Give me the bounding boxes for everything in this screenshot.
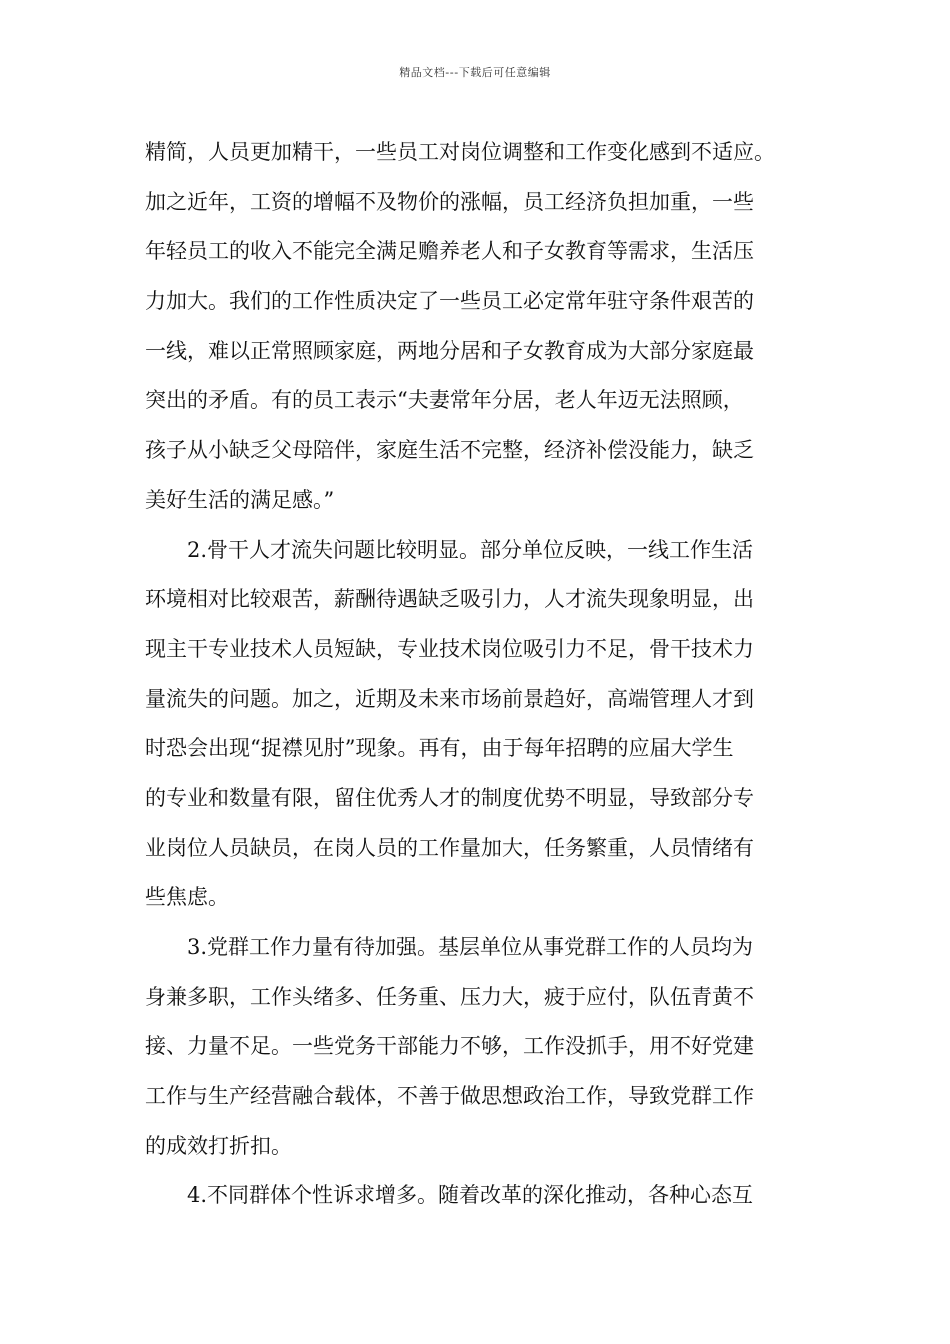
paragraph-4-start: 4.不同群体个性诉求增多。随着改革的深化推动，各种心态互 [187,1183,754,1208]
text-line: 加之近年，工资的增幅不及物价的涨幅，员工经济负担加重，一些 [145,189,754,214]
text-line: 业岗位人员缺员，在岗人员的工作量加大，任务繁重，人员情绪有 [145,835,754,860]
document-body [145,128,810,1221]
text-line: 接、力量不足。一些党务干部能力不够，工作没抓手，用不好党建 [145,1034,754,1059]
page-header: 精品文档---下载后可任意编辑 [399,66,551,79]
text-line: 美好生活的满足感。” [145,487,335,512]
text-line: 些焦虑。 [145,885,229,910]
text-line: 精简，人员更加精干，一些员工对岗位调整和工作变化感到不适应。 [145,140,775,164]
text-line: 力加大。我们的工作性质决定了一些员工必定常年驻守条件艰苦的 [145,289,754,314]
text-line: 工作与生产经营融合载体，不善于做思想政治工作，导致党群工作 [145,1084,754,1109]
text-line: 年轻员工的收入不能完全满足赡养老人和子女教育等需求，生活压 [145,239,754,264]
text-line: 现主干专业技术人员短缺，专业技术岗位吸引力不足，骨干技术力 [145,636,754,661]
text-line: 环境相对比较艰苦，薪酬待遇缺乏吸引力，人才流失现象明显，出 [145,587,754,612]
text-line: 突出的矛盾。有的员工表示“夫妻常年分居，老人年迈无法照顾， [145,388,744,413]
paragraph-2-start: 2.骨干人才流失问题比较明显。部分单位反映，一线工作生活 [187,537,754,562]
text-line: 时恐会出现“捉襟见肘”现象。再有，由于每年招聘的应届大学生 [145,736,734,761]
text-line: 的专业和数量有限，留住优秀人才的制度优势不明显，导致部分专 [145,785,754,810]
text-line: 一线，难以正常照顾家庭，两地分居和子女教育成为大部分家庭最 [145,338,754,363]
text-line: 身兼多职，工作头绪多、任务重、压力大，疲于应付，队伍青黄不 [145,984,754,1009]
text-line: 孩子从小缺乏父母陪伴，家庭生活不完整，经济补偿没能力，缺乏 [145,438,754,463]
text-line: 量流失的问题。加之，近期及未来市场前景趋好，高端管理人才到 [145,686,754,711]
text-line: 的成效打折扣。 [145,1133,292,1158]
paragraph-3-start: 3.党群工作力量有待加强。基层单位从事党群工作的人员均为 [187,935,754,959]
